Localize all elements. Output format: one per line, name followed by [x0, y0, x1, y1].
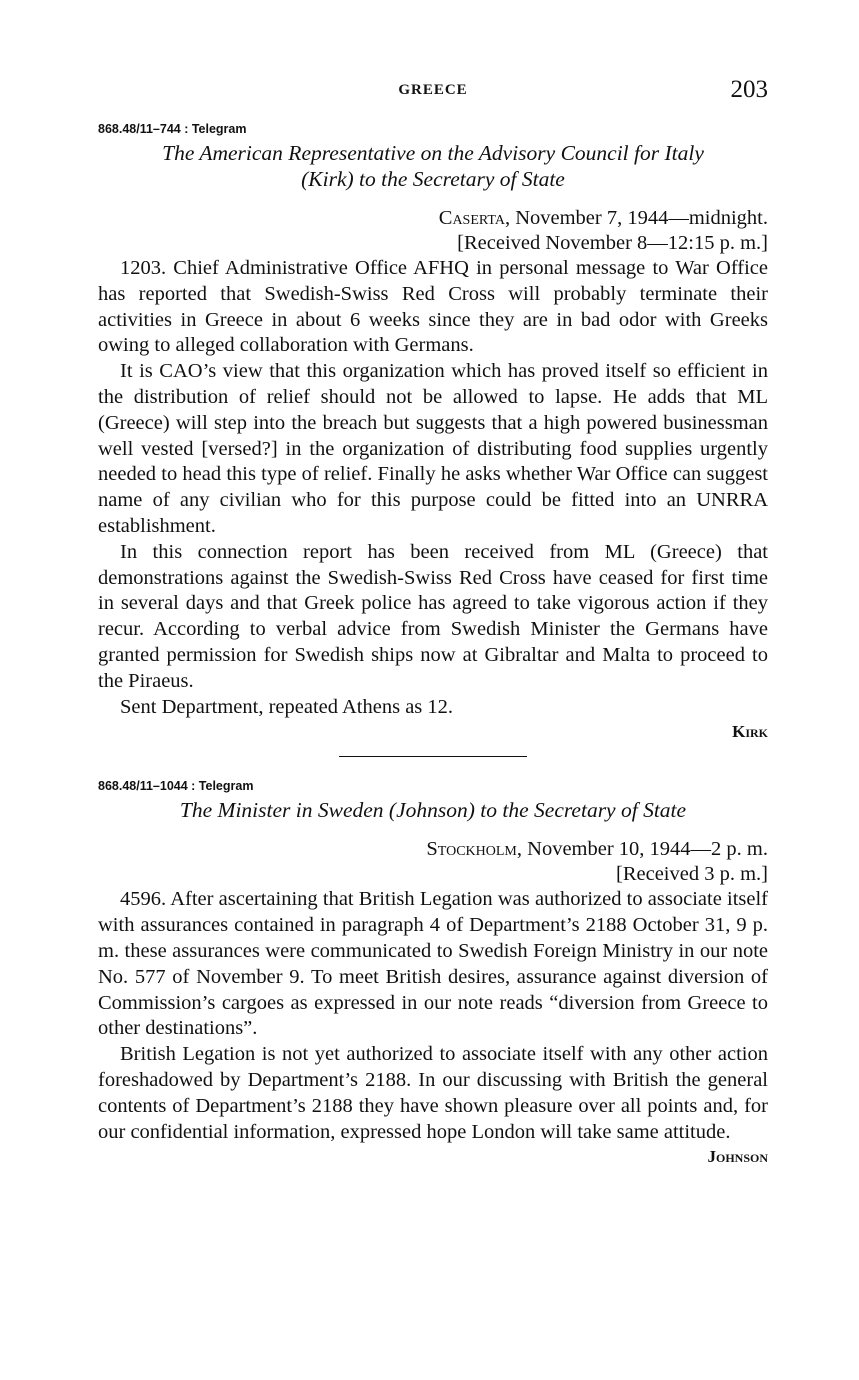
section-divider [339, 756, 527, 757]
telegram-johnson [98, 779, 768, 1167]
document-body [98, 122, 768, 1167]
paragraph: British Legation is not yet authorized to associate itself with any other action foreshadowed by Department’s 2188. In our discussing with British the general contents of Department’s 2188 they have shown pleasure over all points and, for our confidential information, expressed hope London will take same attitude. [98, 1043, 768, 1143]
dateline [98, 206, 768, 231]
date-text: , November 7, 1944—midnight. [504, 207, 768, 229]
dateline [98, 837, 768, 862]
paragraph: Sent Department, repeated Athens as 12. [120, 695, 454, 718]
date-text: , November 10, 1944—2 p. m. [516, 838, 768, 861]
title-line: The American Representative on the Advisory Council for Italy [162, 141, 704, 165]
file-reference: 868.48/11–744 : Telegram [98, 122, 247, 136]
paragraph: 1203. Chief Administrative Office AFHQ in personal message to War Office has reported that Swedish-Swiss Red Cross will probably terminate their activities in Greece in about 6 weeks since they are in bad odor with Greeks owing to alleged collaboration with Germans. [98, 257, 768, 357]
received-note: [Received November 8—12:15 p. m.] [457, 232, 768, 254]
page-number: 203 [730, 76, 768, 103]
signature: Kirk [732, 722, 768, 742]
paragraph: In this connection report has been received from ML (Greece) that demonstrations against the Swedish-Swiss Red Cross have ceased for first time in several days and that Greek police has agreed to take vigorous action if they recur. According to verbal advice from Swedish Minister the Germans have granted permission for Swedish ships now at Gibraltar and Malta to proceed to the Piraeus. [98, 540, 768, 692]
paragraph: It is CAO’s view that this organization which has proved itself so efficient in the distribution of relief should not be allowed to lapse. He adds that ML (Greece) will step into the breach but suggests that a high powered businessman well vested [versed?] in the organization of distributing food supplies urgently needed to head this type of relief. Finally he asks whether War Office can suggest name of any civilian who for this purpose could be fitted into an UNRRA establishment. [98, 360, 768, 537]
running-title: GREECE [398, 82, 468, 98]
title-line: (Kirk) to the Secretary of State [301, 167, 565, 191]
place-name: Caserta [438, 207, 505, 229]
file-reference: 868.48/11–1044 : Telegram [98, 779, 254, 794]
document-title: The Minister in Sweden (Johnson) to the Secretary of State [179, 798, 687, 823]
signature: Johnson [707, 1147, 768, 1167]
paragraph: 4596. After ascertaining that British Legation was authorized to associate itself with assurances contained in paragraph 4 of Department’s 2188 October 31, 9 p. m. these assurances were communicated to Swedish Foreign Ministry in our note No. 577 of November 9. To meet British desires, assurance against diversion of Commission’s cargoes as expressed in our note reads “diversion from Greece to other destinations”. [98, 888, 768, 1040]
running-head [98, 76, 768, 106]
received-note: [Received 3 p. m.] [616, 863, 768, 886]
place-name: Stockholm [426, 838, 517, 861]
telegram-kirk [98, 122, 768, 742]
document-title [98, 140, 768, 192]
